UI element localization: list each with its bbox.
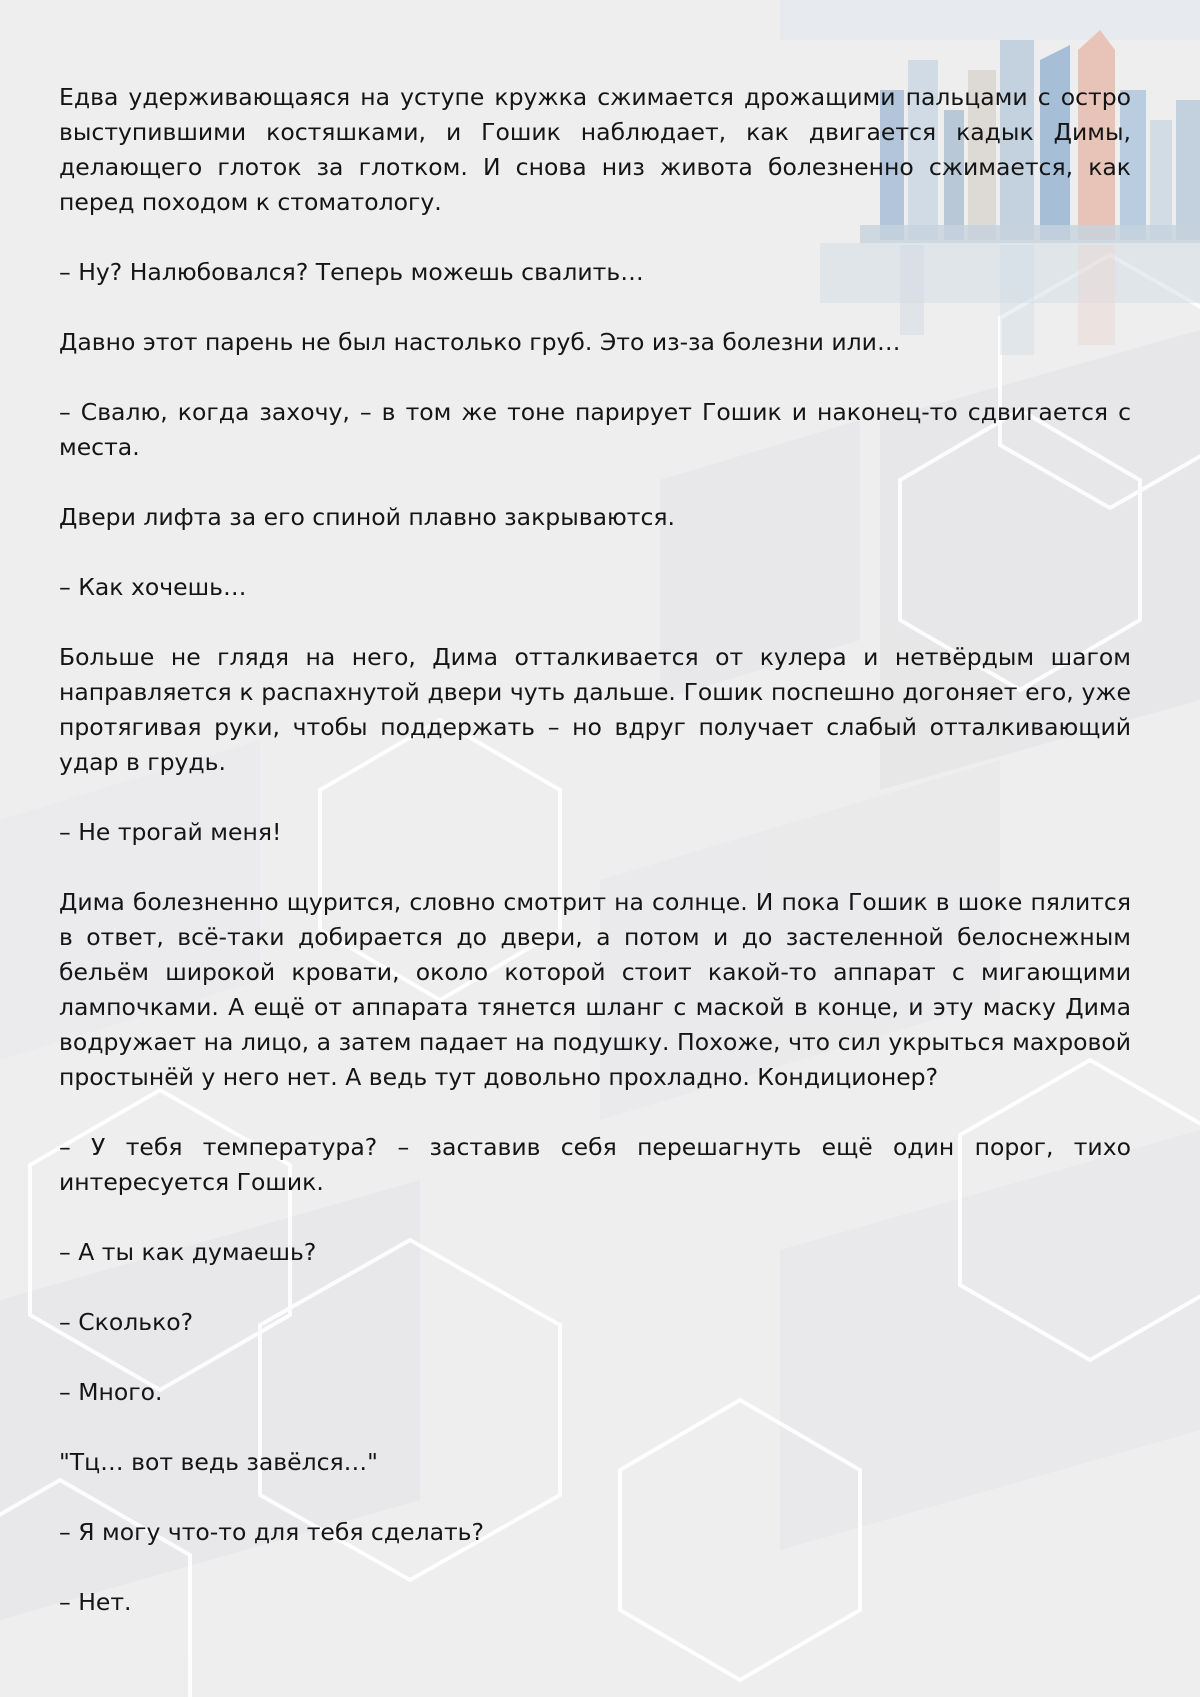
paragraph-8: – Не трогай меня! [59,818,282,846]
paragraph-10: – У тебя температура? – заставив себя перешагнуть ещё один порог, тихо интересуется Гошик. [59,1133,1131,1196]
paragraph-15: – Я могу что-то для тебя сделать? [59,1518,484,1546]
paragraph-7: Больше не глядя на него, Дима отталкивается от кулера и нетвёрдым шагом направляется к распахнутой двери чуть дальше. Гошик поспешно догоняет его, уже протягивая руки, чтобы поддержать – но вдруг получает слабый отталкивающий удар в грудь. [59,643,1131,776]
paragraph-9: Дима болезненно щурится, словно смотрит на солнце. И пока Гошик в шоке пялится в ответ, всё-таки добирается до двери, а потом и до застеленной белоснежным бельём широкой кровати, около которой стоит какой-то аппарат с мигающими лампочками. А ещё от аппарата тянется шланг с маской в конце, и эту маску Дима водружает на лицо, а затем падает на подушку. Похоже, что сил укрыться махровой простынёй у него нет. А ведь тут довольно прохладно. Кондиционер? [59,888,1131,1091]
paragraph-3: Давно этот парень не был настолько груб. Это из-за болезни или… [59,328,901,356]
paragraph-5: Двери лифта за его спиной плавно закрываются. [59,503,675,531]
paragraph-13: – Много. [59,1378,163,1406]
paragraph-2: – Ну? Налюбовался? Теперь можешь свалить… [59,258,644,286]
paragraph-1: Едва удерживающаяся на уступе кружка сжимается дрожащими пальцами с остро выступившими костяшками, и Гошик наблюдает, как двигается кадык Димы, делающего глоток за глотком. И снова низ живота болезненно сжимается, как перед походом к стоматологу. [59,83,1131,216]
paragraph-11: – А ты как думаешь? [59,1238,317,1266]
story-text [59,80,1131,1655]
paragraph-12: – Сколько? [59,1308,194,1336]
paragraph-16: – Нет. [59,1588,132,1616]
paragraph-4: – Свалю, когда захочу, – в том же тоне парирует Гошик и наконец-то сдвигается с места. [59,398,1131,461]
paragraph-6: – Как хочешь… [59,573,247,601]
paragraph-14: "Тц… вот ведь завёлся…" [59,1448,378,1476]
